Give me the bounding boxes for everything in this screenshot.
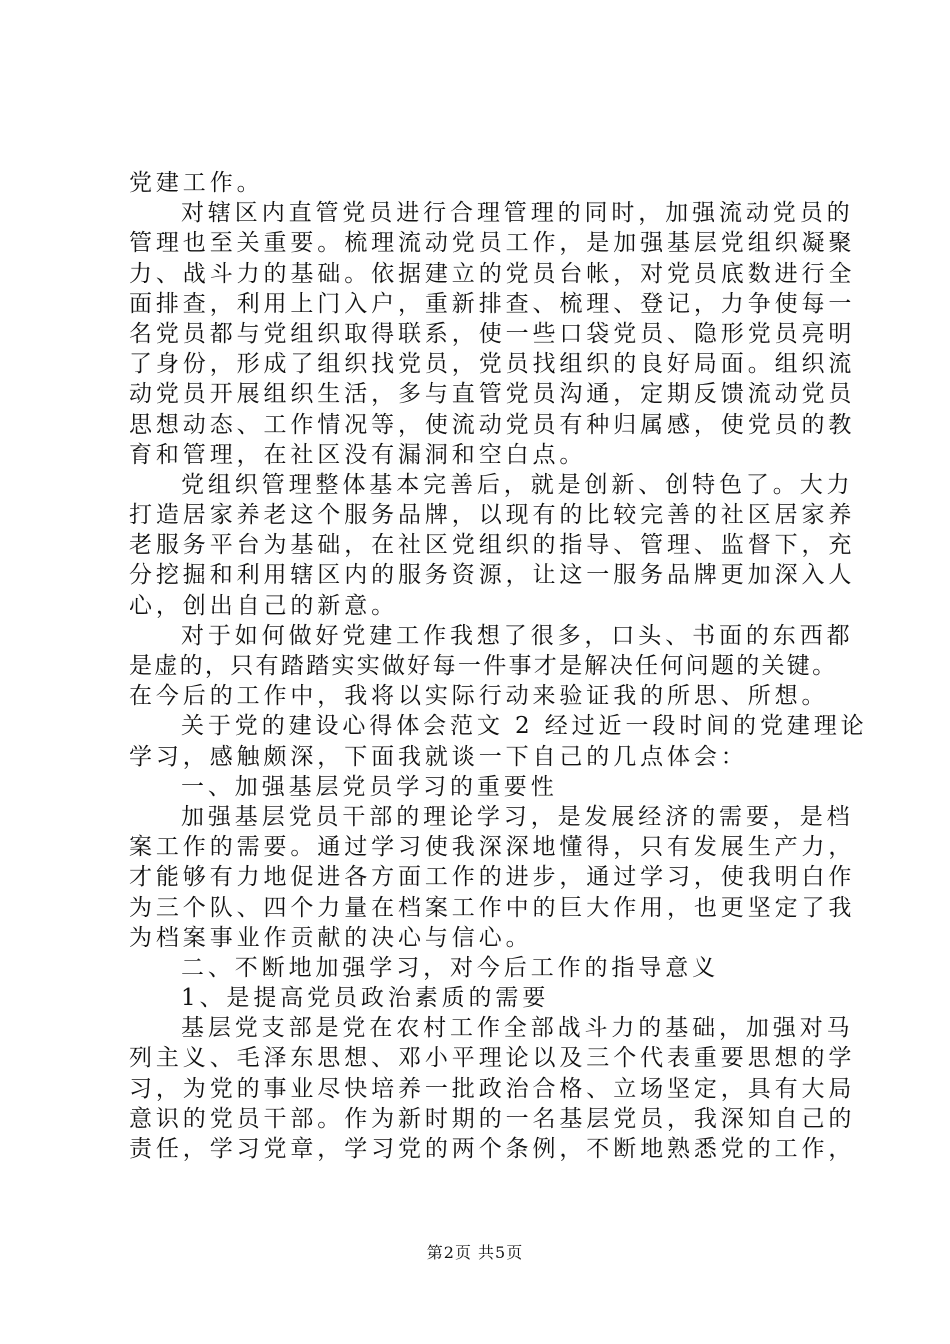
- text-line: 名党员都与党组织取得联系，使一些口袋党员、隐形党员亮明: [129, 320, 856, 347]
- paragraph-start-line: 关于党的建设心得体会范文 2 经过近一段时间的党建理论: [181, 713, 868, 740]
- text-line: 力、战斗力的基础。依据建立的党员台帐，对党员底数进行全: [129, 260, 856, 287]
- text-line: 分挖掘和利用辖区内的服务资源，让这一服务品牌更加深入人: [129, 562, 856, 589]
- text-line: 案工作的需要。通过学习使我深深地懂得，只有发展生产力，: [129, 834, 856, 861]
- paragraph-start-line: 对于如何做好党建工作我想了很多，口头、书面的东西都: [181, 622, 854, 649]
- document-body: [129, 168, 868, 1164]
- text-line: 为档案事业作贡献的决心与信心。: [129, 924, 533, 951]
- text-line: 责任，学习党章，学习党的两个条例，不断地熟悉党的工作，: [129, 1136, 856, 1162]
- text-line: 老服务平台为基础，在社区党组织的指导、管理、监督下，充: [129, 532, 856, 559]
- text-line: 思想动态、工作情况等，使流动党员有种归属感，使党员的教: [129, 411, 856, 438]
- paragraph-start-line: 加强基层党员干部的理论学习，是发展经济的需要，是档: [181, 803, 854, 830]
- text-line: 是虚的，只有踏踏实实做好每一件事才是解决任何问题的关键。: [129, 653, 838, 679]
- text-line: 学习，感触颇深，下面我就谈一下自己的几点体会：: [129, 743, 748, 770]
- text-line: 了身份，形成了组织找党员，党员找组织的良好局面。组织流: [129, 351, 856, 378]
- paragraph-start-line: 党组织管理整体基本完善后，就是创新、创特色了。大力: [181, 471, 854, 498]
- text-line: 育和管理，在社区没有漏洞和空白点。: [129, 441, 587, 468]
- text-line: 打造居家养老这个服务品牌，以现有的比较完善的社区居家养: [129, 502, 856, 529]
- text-line: 习，为党的事业尽快培养一批政治合格、立场坚定，具有大局: [129, 1075, 856, 1102]
- text-line: 为三个队、四个力量在档案工作中的巨大作用，也更坚定了我: [129, 894, 856, 921]
- page-number-footer: 第2页 共5页: [426, 1243, 524, 1262]
- paragraph-start-line: 基层党支部是党在农村工作全部战斗力的基础，加强对马: [181, 1015, 854, 1042]
- text-line: 动党员开展组织生活，多与直管党员沟通，定期反馈流动党员: [129, 381, 856, 408]
- text-line: 心，创出自己的新意。: [129, 592, 398, 619]
- text-line: 列主义、毛泽东思想、邓小平理论以及三个代表重要思想的学: [129, 1045, 856, 1072]
- text-line: 管理也至关重要。梳理流动党员工作，是加强基层党组织凝聚: [129, 230, 856, 257]
- text-line: 面排查，利用上门入户，重新排查、梳理、登记，力争使每一: [129, 290, 856, 317]
- paragraph-start-line: 对辖区内直管党员进行合理管理的同时，加强流动党员的: [181, 200, 854, 227]
- text-line: 才能够有力地促进各方面工作的进步，通过学习，使我明白作: [129, 864, 856, 891]
- subsection-heading: 1、是提高党员政治素质的需要: [181, 985, 550, 1012]
- text-line: 党建工作。: [129, 170, 264, 196]
- section-heading: 二、不断地加强学习，对今后工作的指导意义: [181, 954, 719, 981]
- text-line: 意识的党员干部。作为新时期的一名基层党员，我深知自己的: [129, 1105, 856, 1132]
- section-heading: 一、加强基层党员学习的重要性: [181, 773, 558, 800]
- text-line: 在今后的工作中，我将以实际行动来验证我的所思、所想。: [129, 683, 829, 710]
